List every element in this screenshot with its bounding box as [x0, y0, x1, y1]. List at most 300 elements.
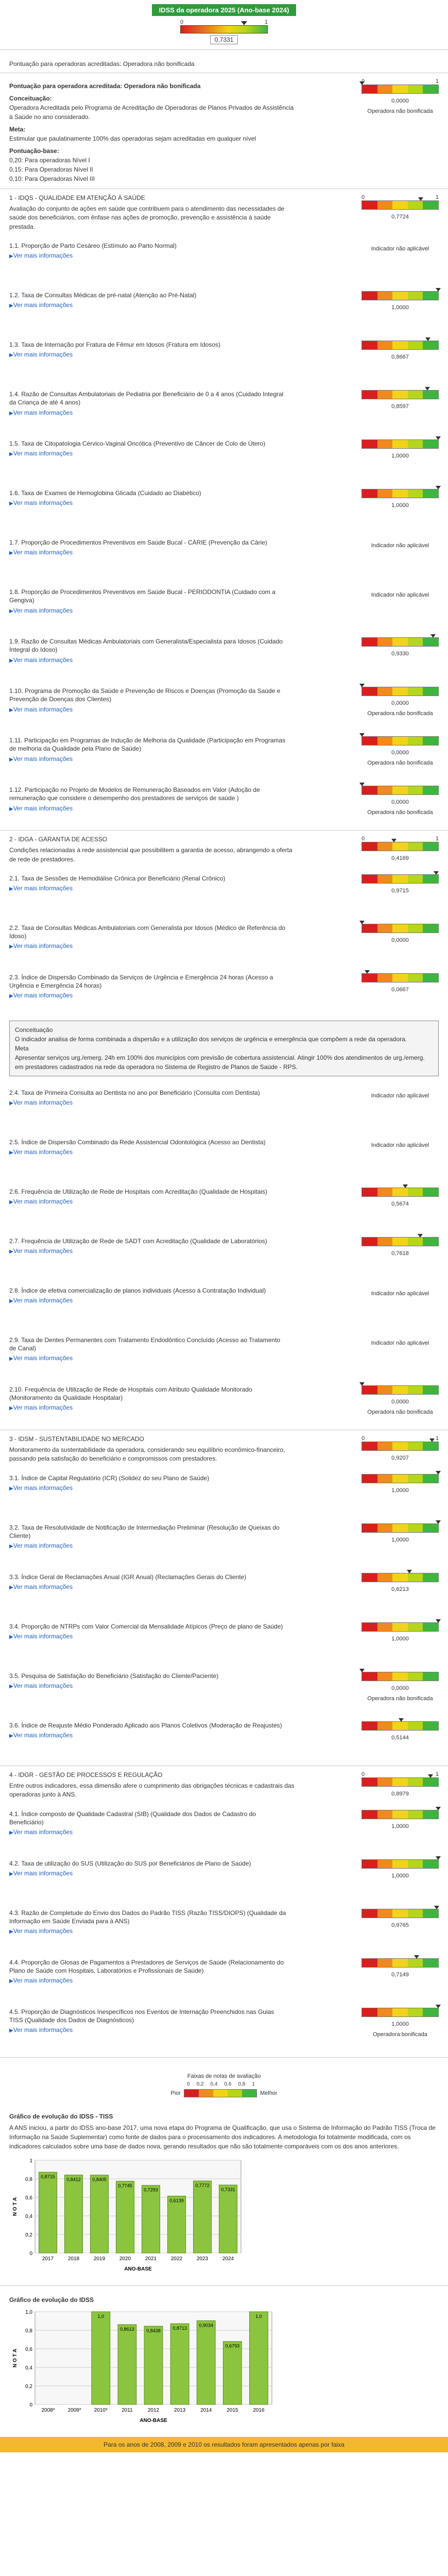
indicator-score	[361, 1523, 439, 1543]
bar-value-label: 0,8715	[41, 2174, 55, 2179]
legend-right-label: Melhor	[260, 2090, 278, 2096]
dimension-title: 1 - IDQS - QUALIDADE EM ATENÇÃO À SAÚDE	[9, 194, 145, 201]
more-info-link[interactable]: ▶ Ver mais informações	[9, 1977, 287, 1984]
points-item: 0,15: Para Operadoras Nível II	[9, 166, 93, 173]
score-bar	[361, 341, 439, 350]
indicator-row	[0, 2003, 448, 2052]
x-tick-label: 2012	[147, 2407, 160, 2413]
indicator-score	[361, 1237, 439, 1257]
indicator-name: 2.10. Frequência de Utilização de Rede de Hospitais com Atributo Qualidade Monitorado (Monitoramento da Qualidade Hospitalar)	[9, 1385, 252, 1402]
scale-min-label: 0	[180, 19, 184, 25]
scale-max-label: 1	[435, 1771, 439, 1777]
meta-text: Estimular que paulatinamente 100% das operadoras sejam acreditadas em qualquer nível	[9, 135, 256, 142]
indicator-value: 0,5674	[391, 1200, 409, 1207]
y-tick-label: 0,8	[25, 2328, 32, 2334]
indicator-name: 3.1. Índice de Capital Regulatório (ICR) (Solidez do seu Plano de Saúde)	[9, 1474, 210, 1482]
idss-tiss-chart	[9, 2155, 246, 2274]
indicator-value: 0,5144	[391, 1734, 409, 1741]
marker-icon	[436, 1520, 441, 1524]
indicator-value: 1,0000	[391, 1635, 409, 1642]
indicator-row	[0, 1568, 448, 1617]
more-info-link[interactable]: ▶ Ver mais informações	[9, 1927, 287, 1935]
score-bar	[361, 637, 439, 647]
indicator-name: 1.4. Razão de Consultas Ambulatoriais de Pediatria por Beneficiário de 0 a 4 anos (Cuidado Integral da Criança de até 4 anos)	[9, 391, 284, 406]
indicator-value: 0,0667	[391, 986, 409, 993]
dimension-title: 4 - IDGR - GESTÃO DE PROCESSOS E REGULAÇÃO	[9, 1771, 163, 1778]
score-bar	[361, 1958, 439, 1968]
indicator-text	[9, 1523, 287, 1549]
indicator-status: Operadora não bonificada	[367, 710, 433, 717]
indicator-status: Indicador não aplicável	[371, 1092, 429, 1099]
bar-value-label: 0,9034	[199, 2322, 213, 2328]
accreditation-detail	[0, 73, 448, 189]
indicator-value: 1,0000	[391, 1536, 409, 1543]
indicator-text	[9, 1859, 287, 1877]
indicator-name: 3.2. Taxa de Resolutividade de Notificação de Intermediação Preliminar (Resolução de Queixas do Cliente)	[9, 1523, 280, 1539]
bar	[219, 2185, 237, 2253]
indicator-score	[361, 1909, 439, 1928]
indicator-score	[361, 390, 439, 410]
indicator-row	[0, 484, 448, 533]
score-bar	[361, 1721, 439, 1731]
score-bar	[361, 786, 439, 795]
indicator-value: 0,9765	[391, 1922, 409, 1928]
more-info-link[interactable]: ▶ Ver mais informações	[9, 1828, 287, 1836]
indicator-name: 4.5. Proporção de Diagnósticos Inespecíficos nos Eventos de Internação Preenchidos nas Guias TISS (Qualidade dos Dados de Diagnósticos)	[9, 2008, 274, 2024]
more-info-link[interactable]: ▶ Ver mais informações	[9, 1198, 287, 1205]
score-bar	[361, 1859, 439, 1869]
indicator-row	[0, 919, 448, 968]
indicator-name: 4.3. Razão de Completude do Envio dos Dados do Padrão TISS (Razão TISS/DIOPS) (Qualidade da Informação em Saúde Enviada para à ANS)	[9, 1909, 286, 1925]
marker-icon	[359, 733, 365, 737]
idss-scale	[180, 19, 268, 44]
legend-tick: 0	[187, 2081, 190, 2087]
more-info-link[interactable]: ▶ Ver mais informações	[9, 992, 287, 999]
indicator-score	[361, 637, 439, 657]
indicator-score	[361, 1286, 439, 1297]
indicator-name: 1.11. Participação em Programas de Indução de Melhoria da Qualidade (Participação em Programas de melhoria da Qualidade pela Plano de Saúde)	[9, 737, 286, 753]
bar-value-label: 0,8412	[66, 2177, 81, 2182]
bar	[116, 2181, 134, 2252]
indicator-row	[0, 1904, 448, 1953]
indicator-score	[361, 1859, 439, 1879]
score-bar	[361, 973, 439, 982]
indicator-text	[9, 736, 287, 762]
dimension-description: Condições relacionadas à rede assistencial que possibilitem a garantia de acesso, abrangendo a oferta de rede de prestadores.	[9, 846, 292, 863]
indicator-status: Operadora não bonificada	[367, 1695, 433, 1702]
legend	[0, 2063, 448, 2108]
indicator-name: 2.2. Taxa de Consultas Médicas Ambulatoriais com Generalista por Idosos (Médico de Referência do Idoso)	[9, 924, 286, 940]
indicator-text	[9, 687, 287, 713]
indicator-score	[361, 1573, 439, 1592]
marker-icon	[414, 1955, 419, 1959]
indicator-status: Operadora bonificada	[373, 2031, 427, 2038]
dimension-value: 0,8979	[391, 1790, 409, 1797]
indicator-name: 2.3. Índice de Dispersão Combinado da Serviços de Urgência e Emergência 24 horas (Acesso a Urgência e Emergência 24 horas)	[9, 973, 273, 990]
bar-value-label: 1,0	[97, 2313, 105, 2319]
dimension-scale	[361, 1771, 439, 1797]
indicator-row	[0, 1518, 448, 1568]
more-info-link[interactable]: ▶ Ver mais informações	[9, 301, 287, 309]
scale-max-label: 1	[264, 19, 268, 25]
indicator-row	[0, 632, 448, 682]
dimension-text	[9, 836, 298, 864]
more-info-link[interactable]: ▶ Ver mais informações	[9, 1354, 287, 1362]
score-bar	[361, 1523, 439, 1533]
more-info-link[interactable]: ▶ Ver mais informações	[9, 1297, 287, 1304]
more-info-link[interactable]: ▶ Ver mais informações	[9, 885, 287, 892]
marker-icon	[391, 839, 397, 842]
indicator-status: Indicador não aplicável	[371, 1290, 429, 1297]
indicator-name: 2.8. Índice de efetiva comercialização de planos individuais (Acesso à Contratação Individual)	[9, 1286, 266, 1294]
score-bar	[361, 1777, 439, 1787]
indicator-row	[0, 968, 448, 1018]
more-info-link[interactable]: ▶ Ver mais informações	[9, 1682, 287, 1689]
more-info-link[interactable]: ▶ Ver mais informações	[9, 2026, 287, 2033]
indicator-name: 2.9. Taxa de Dentes Permanentes com Tratamento Endodôntico Concluído (Acesso ao Tratamento de Canal)	[9, 1336, 281, 1352]
bar	[168, 2196, 186, 2253]
bar-value-label: 0,8405	[92, 2177, 107, 2182]
x-tick-label: 2020	[119, 2256, 131, 2262]
marker-icon	[430, 634, 436, 638]
indicator-row	[0, 682, 448, 731]
indicator-row	[0, 434, 448, 484]
indicator-name: 1.7. Proporção de Procedimentos Preventivos em Saúde Bucal - CÁRIE (Prevenção da Cárie)	[9, 539, 267, 547]
scale-max-label: 1	[435, 78, 439, 84]
indicator-text	[9, 924, 287, 950]
bar	[250, 2312, 268, 2404]
idss-value: 0,7331	[210, 35, 238, 44]
indicator-row	[0, 1380, 448, 1430]
score-bar	[361, 1385, 439, 1395]
indicator-text	[9, 1237, 287, 1255]
marker-icon	[359, 921, 365, 924]
indicator-info-box	[9, 1021, 439, 1076]
idss-marker-icon	[241, 21, 247, 25]
legend-tick: 0,4	[210, 2081, 218, 2087]
chart1-title: Gráfico de evolução do IDSS - TISS	[9, 2112, 113, 2120]
indicator-row	[0, 236, 448, 286]
more-info-link[interactable]: ▶ Ver mais informações	[9, 499, 287, 506]
bar-value-label: 0,7772	[195, 2182, 210, 2188]
more-info-link[interactable]: ▶ Ver mais informações	[9, 607, 287, 614]
page-title: IDSS da operadora 2025 (Ano-base 2024)	[152, 4, 297, 16]
more-info-link[interactable]: ▶ Ver mais informações	[9, 1870, 287, 1877]
indicator-text	[9, 1721, 287, 1739]
chart2-title: Gráfico de evolução do IDSS	[9, 2296, 94, 2303]
dimension-header	[0, 1430, 448, 1469]
more-info-link[interactable]: ▶ Ver mais informações	[9, 942, 287, 950]
indicator-text	[9, 874, 287, 892]
bar-value-label: 0,7331	[221, 2187, 235, 2192]
indicator-score	[361, 489, 439, 509]
chart2-section	[0, 2291, 448, 2432]
scale-max-label: 1	[435, 836, 439, 842]
accreditation-scale	[361, 78, 439, 114]
scale-min-label: 0	[361, 194, 365, 200]
marker-icon	[436, 2005, 441, 2008]
indicator-text	[9, 1810, 287, 1836]
indicator-score	[361, 1721, 439, 1741]
indicator-text	[9, 242, 287, 259]
x-tick-label: 2023	[196, 2256, 209, 2262]
indicator-row	[0, 1469, 448, 1518]
more-info-link[interactable]: ▶ Ver mais informações	[9, 1099, 287, 1106]
indicator-text	[9, 489, 287, 506]
bar-value-label: 0,6139	[169, 2198, 184, 2204]
y-tick-label: 1	[29, 2158, 32, 2164]
bar	[223, 2341, 242, 2404]
score-bar	[361, 687, 439, 696]
indicator-text	[9, 2008, 287, 2033]
concept-label: Conceituação:	[9, 95, 52, 102]
indicator-name: 3.5. Pesquisa de Satisfação do Beneficiário (Satisfação do Cliente/Paciente)	[9, 1672, 219, 1680]
marker-icon	[436, 486, 441, 489]
scale-min-label: 0	[361, 1435, 365, 1442]
indicator-row	[0, 335, 448, 385]
marker-icon	[407, 1570, 412, 1573]
indicator-score	[361, 1672, 439, 1702]
indicator-score	[361, 1188, 439, 1207]
legend-tick: 0,2	[196, 2081, 204, 2087]
x-tick-label: 2019	[93, 2256, 106, 2262]
indicator-score	[361, 786, 439, 816]
more-info-link[interactable]: ▶ Ver mais informações	[9, 549, 287, 556]
indicator-row	[0, 286, 448, 335]
indicator-value: 0,8667	[391, 354, 409, 361]
marker-icon	[429, 1438, 435, 1442]
indicator-text	[9, 973, 287, 999]
points-item: 0,20: Para operadoras Nível I	[9, 157, 90, 164]
legend-color-bar	[184, 2089, 257, 2097]
indicator-value: 1,0000	[391, 1823, 409, 1829]
dimension-text	[9, 1435, 298, 1464]
indicator-row	[0, 533, 448, 583]
marker-icon	[418, 1234, 423, 1238]
indicator-text	[9, 1336, 287, 1362]
dimension-text	[9, 1771, 298, 1800]
indicator-text	[9, 1188, 287, 1205]
marker-icon	[399, 1718, 404, 1722]
indicator-value: 1,0000	[391, 502, 409, 509]
more-info-link[interactable]: ▶ Ver mais informações	[9, 706, 287, 713]
indicator-value: 0,0000	[391, 1685, 409, 1691]
bar-value-label: 1,0	[255, 2313, 262, 2319]
indicator-name: 1.8. Proporção de Procedimentos Preventivos em Saúde Bucal - PERIODONTIA (Cuidado com a Gengiva)	[9, 588, 275, 604]
more-info-link[interactable]: ▶ Ver mais informações	[9, 1148, 287, 1156]
indicator-row	[0, 1805, 448, 1854]
chart1-text: A ANS iniciou, a partir do IDSS ano-base 2017, uma nova etapa do Programa de Qualificação, que usa o Sistema de Informação do Padrão TISS (Troca de Informação na Saúde Suplementar) como fonte de dados para o processamento dos indicadores. A metodologia foi totalmente modificada, com os indicadores calculados sobre uma base de dados nova, gerando resultados que não são totalmente comparáveis com os dos anos anteriores.	[9, 2124, 436, 2150]
dimension-value: 0,9207	[391, 1454, 409, 1461]
more-info-link[interactable]: ▶ Ver mais informações	[9, 1484, 287, 1492]
marker-icon	[436, 1619, 441, 1623]
more-info-link[interactable]: ▶ Ver mais informações	[9, 450, 287, 457]
score-bar	[361, 1909, 439, 1918]
bar	[142, 2185, 160, 2252]
indicator-row	[0, 1854, 448, 1904]
chart1-section	[0, 2108, 448, 2280]
more-info-link[interactable]: ▶ Ver mais informações	[9, 252, 287, 259]
indicator-text	[9, 786, 287, 811]
indicator-status: Operadora não bonificada	[367, 809, 433, 816]
indicator-text	[9, 291, 287, 309]
scale-ticks	[361, 1435, 439, 1442]
indicator-row	[0, 1281, 448, 1331]
indicator-score	[361, 1474, 439, 1494]
scale-ticks	[361, 1771, 439, 1777]
y-tick-label: 0,6	[25, 2346, 32, 2352]
score-bar	[361, 1442, 439, 1451]
indicator-text	[9, 341, 287, 358]
indicator-score	[361, 1385, 439, 1415]
dimension-description: Avaliação do conjunto de ações em saúde que contribuem para o atendimento das necessidades de saúde dos beneficiários, com ênfase nas ações de promoção, prevenção e assistência à saúde prestada.	[9, 205, 285, 230]
indicator-value: 0,0000	[391, 750, 409, 756]
indicator-score	[361, 341, 439, 360]
more-info-link[interactable]: ▶ Ver mais informações	[9, 656, 287, 664]
indicator-score	[361, 1138, 439, 1148]
marker-icon	[434, 871, 439, 875]
dimension-header	[0, 1766, 448, 1805]
more-info-link[interactable]: ▶ Ver mais informações	[9, 1542, 287, 1549]
marker-icon	[418, 197, 423, 201]
indicator-name: 3.4. Proporção de NTRPs com Valor Comercial da Mensalidade Atípicos (Preço de plano de Saúde)	[9, 1622, 283, 1630]
idss-header	[0, 0, 448, 44]
idss-gradient-bar	[180, 25, 268, 33]
indicator-row	[0, 781, 448, 830]
indicator-value: 0,9330	[391, 651, 409, 657]
x-tick-label: 2013	[174, 2407, 186, 2413]
bar	[91, 2175, 109, 2252]
indicator-text	[9, 1672, 287, 1689]
indicator-text	[9, 1573, 287, 1590]
marker-icon	[436, 1856, 441, 1860]
legend-left-label: Pior	[170, 2090, 181, 2096]
score-bar	[361, 2008, 439, 2017]
indicator-name: 2.5. Índice de Dispersão Combinado da Rede Assistencial Odontológica (Acesso ao Dentista)	[9, 1138, 266, 1146]
indicator-value: 1,0000	[391, 304, 409, 311]
info-concept-text: O indicador analisa de forma combinada a dispersão e a utilização dos serviços de urgência e emergência que compõem a rede da operadora.	[15, 1035, 407, 1043]
more-info-link[interactable]: ▶ Ver mais informações	[9, 805, 287, 812]
indicator-status: Indicador não aplicável	[371, 1142, 429, 1148]
marker-icon	[428, 1774, 433, 1778]
points-label: Pontuação-base:	[9, 147, 59, 155]
more-info-link[interactable]: ▶ Ver mais informações	[9, 351, 287, 358]
indicator-text	[9, 1958, 287, 1984]
indicator-name: 1.10. Programa de Promoção da Saúde e Prevenção de Riscos e Doenças (Promoção da Saúde e Prevenção de Doenças dos Clientes)	[9, 687, 281, 703]
more-info-link[interactable]: ▶ Ver mais informações	[9, 1583, 287, 1590]
more-info-link[interactable]: ▶ Ver mais informações	[9, 1732, 287, 1739]
indicator-row	[0, 1232, 448, 1281]
x-axis-label: ANO-BASE	[124, 2266, 152, 2272]
indicator-status: Indicador não aplicável	[371, 1340, 429, 1346]
accreditation-intro: Pontuação para operadoras acreditadas: Operadora não bonificada	[9, 60, 195, 67]
x-tick-label: 2022	[170, 2256, 183, 2262]
indicator-row	[0, 1133, 448, 1182]
score-bar	[361, 924, 439, 933]
indicator-name: 3.3. Índice Geral de Reclamações Anual (IGR Anual) (Reclamações Gerais do Cliente)	[9, 1573, 247, 1581]
dimension-header	[0, 830, 448, 869]
more-info-link[interactable]: ▶ Ver mais informações	[9, 1404, 287, 1411]
indicator-score	[361, 291, 439, 311]
info-meta-text: Apresentar serviços urg./emerg. 24h em 100% dos municípios com previsão de cobertura assistencial. Atingir 100% dos atendimentos de urg./emerg. em prestadores cadastrados na rede da operadora no Sistema de Registro de Planos de Saúde - RPS.	[15, 1054, 425, 1071]
indicator-value: 1,0000	[391, 1872, 409, 1879]
legend-tick: 1	[252, 2081, 255, 2087]
marker-icon	[425, 337, 430, 341]
indicator-text	[9, 1385, 287, 1411]
score-bar	[361, 439, 439, 449]
bar	[39, 2172, 57, 2253]
indicator-row	[0, 583, 448, 632]
x-tick-label: 2011	[122, 2407, 133, 2413]
legend-title: Faixas de notas de avaliação	[187, 2073, 261, 2079]
y-tick-label: 0,4	[25, 2213, 32, 2219]
scale-ticks	[361, 194, 439, 200]
bar	[118, 2324, 136, 2404]
indicator-value: 0,0000	[391, 1398, 409, 1405]
bar	[170, 2324, 189, 2404]
bar	[197, 2320, 215, 2404]
more-info-link[interactable]: ▶ Ver mais informações	[9, 409, 287, 416]
indicator-score	[361, 1336, 439, 1346]
score-bar	[361, 874, 439, 884]
indicator-score	[361, 736, 439, 766]
indicator-score	[361, 1622, 439, 1642]
y-tick-label: 1,0	[25, 2309, 32, 2315]
marker-icon	[436, 1471, 441, 1475]
indicator-text	[9, 439, 287, 457]
more-info-link[interactable]: ▶ Ver mais informações	[9, 755, 287, 762]
bar-value-label: 0,8613	[120, 2326, 134, 2332]
dimension-header	[0, 189, 448, 236]
indicator-text	[9, 1138, 287, 1156]
marker-icon	[436, 1807, 441, 1810]
indicator-value: 1,0000	[391, 1487, 409, 1494]
indicator-score	[361, 439, 439, 459]
score-bar	[361, 1672, 439, 1681]
x-tick-label: 2017	[42, 2256, 54, 2262]
accreditation-line: Pontuação para operadora acreditada: Operadora não bonificada	[9, 82, 201, 90]
indicator-name: 2.6. Frequência de Utilização de Rede de Hospitais com Acreditação (Qualidade de Hospitais)	[9, 1188, 267, 1195]
indicator-row	[0, 385, 448, 434]
indicator-text	[9, 1474, 287, 1492]
x-tick-label: 2014	[200, 2407, 212, 2413]
indicator-value: 0,0000	[391, 799, 409, 806]
indicator-name: 2.4. Taxa de Primeira Consulta ao Dentista no ano por Beneficiário (Consulta com Dentista)	[9, 1089, 260, 1096]
indicator-status: Indicador não aplicável	[371, 543, 429, 549]
indicator-value: 0,0000	[391, 700, 409, 707]
marker-icon	[359, 81, 365, 85]
accreditation-section	[0, 55, 448, 73]
indicator-score	[361, 973, 439, 993]
marker-icon	[436, 436, 441, 440]
indicator-text	[9, 637, 287, 663]
dimension-value: 0,4169	[391, 855, 409, 862]
indicator-text	[9, 1286, 287, 1304]
more-info-link[interactable]: ▶ Ver mais informações	[9, 1247, 287, 1255]
x-tick-label: 2021	[145, 2256, 157, 2262]
y-axis-label: N O T A	[12, 2348, 18, 2367]
indicator-text	[9, 1909, 287, 1935]
y-tick-label: 0,2	[25, 2383, 32, 2389]
indicator-score	[361, 924, 439, 943]
y-tick-label: 0	[29, 2250, 32, 2257]
indicator-value: 1,0000	[391, 453, 409, 460]
more-info-link[interactable]: ▶ Ver mais informações	[9, 1633, 287, 1640]
x-axis-label: ANO-BASE	[140, 2417, 167, 2424]
indicator-name: 1.6. Taxa de Exames de Hemoglobina Glicada (Cuidado ao Diabético)	[9, 489, 201, 497]
bar-value-label: 0,8713	[173, 2325, 187, 2331]
indicator-status: Operadora não bonificada	[367, 1409, 433, 1415]
